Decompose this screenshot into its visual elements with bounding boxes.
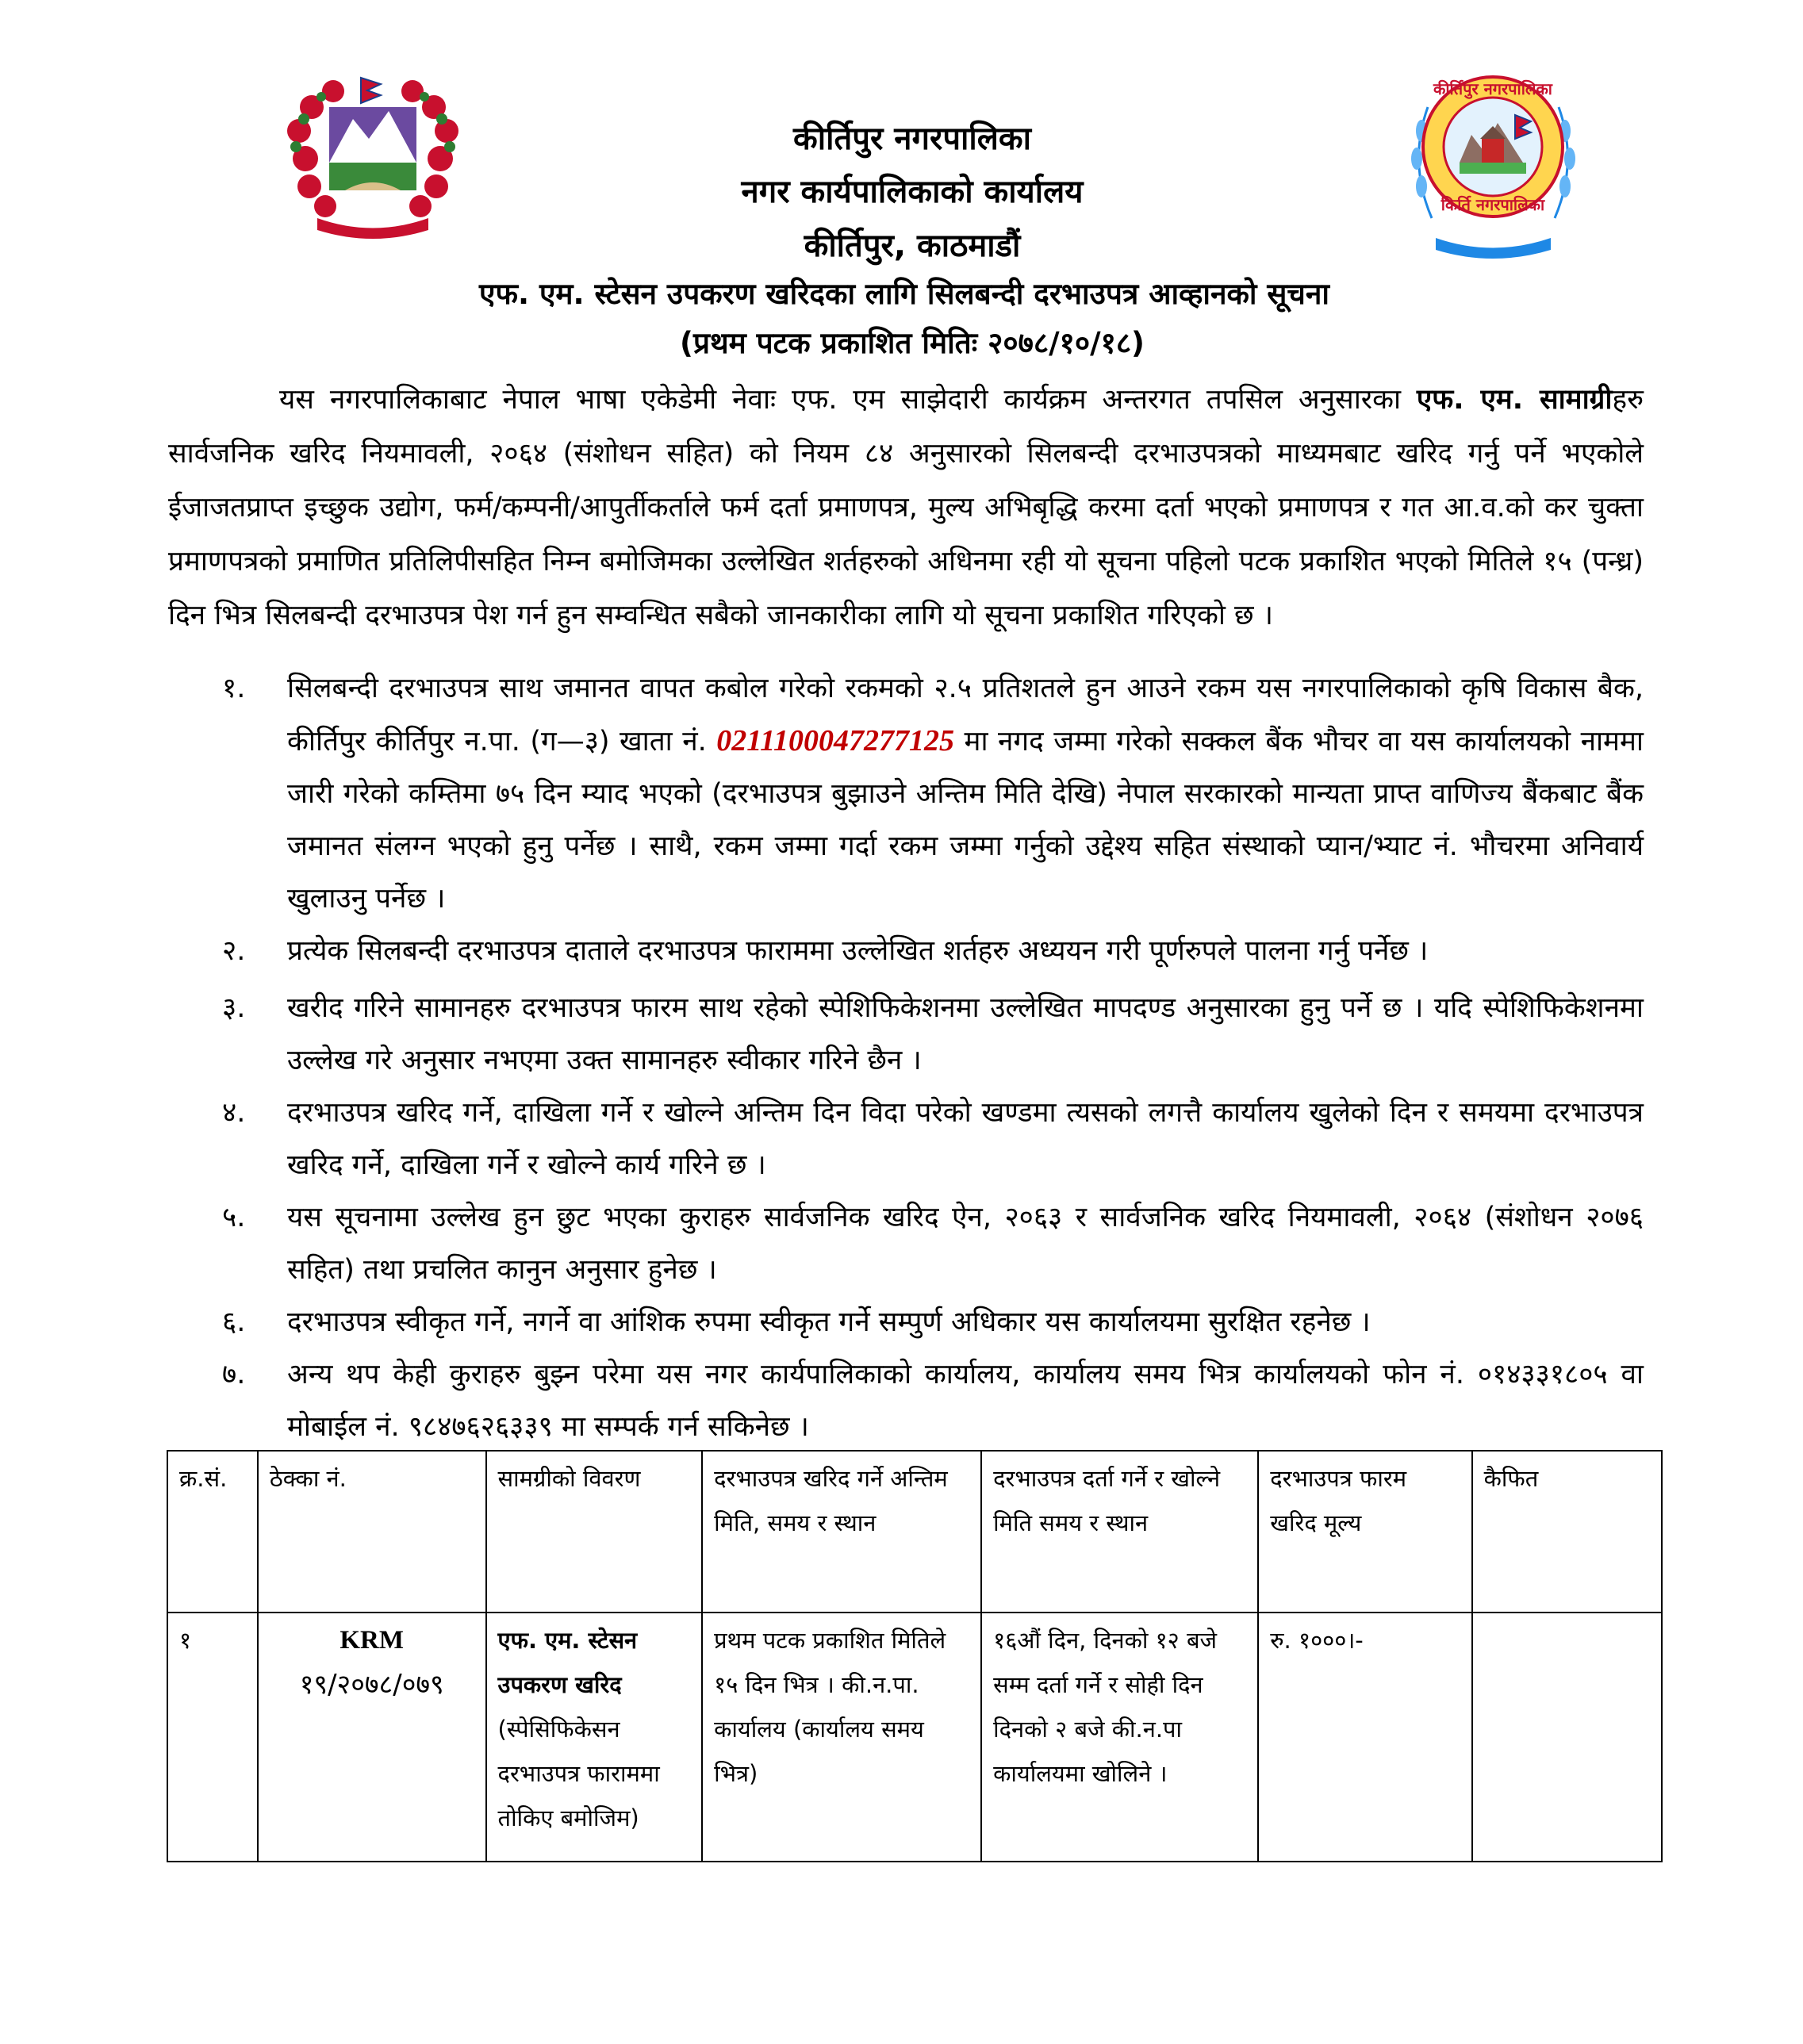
logo-top-text: कीर्तिपुर नगरपालिका — [1433, 79, 1552, 98]
list-item — [168, 925, 1644, 977]
list-item — [168, 1087, 1644, 1191]
item-name: एफ. एम. स्टेसन उपकरण खरिद — [497, 1627, 638, 1698]
cell-sn: १ — [167, 1613, 258, 1862]
item-note: (स्पेसिफिकेसन दरभाउपत्र फाराममा तोकिए बमोजिम) — [497, 1716, 660, 1831]
header-registration-opening: दरभाउपत्र दर्ता गर्ने र खोल्ने मिति समय र स्थान — [981, 1451, 1258, 1613]
header-sn: क्र.सं. — [167, 1451, 258, 1613]
cell-form-price: रु. १०००।- — [1258, 1613, 1471, 1862]
item-text: दरभाउपत्र स्वीकृत गर्ने, नगर्ने वा आंशिक रुपमा स्वीकृत गर्ने सम्पुर्ण अधिकार यस कार्यालयमा सुरक्षित रहनेछ । — [287, 1306, 1371, 1338]
item-text: मा नगद जम्मा गरेको सक्कल बैंक भौचर वा यस कार्यालयको नाममा जारी गरेको कम्तिमा ७५ दिन म्याद भएको (दरभाउपत्र बुझाउने अन्तिम मिति देखि) नेपाल सरकारको मान्यता प्राप्त वाणिज्य बैंकबाट बैंक जमानत संलग्न भएको हुनु पर्नेछ । साथै, रकम जम्मा गर्दा रकम जम्मा गर्नुको उद्देश्य सहित संस्थाको प्यान/भ्याट नं. भौचरमा अनिवार्य खुलाउनु पर्नेछ । — [287, 726, 1644, 915]
item-number: १. — [222, 673, 246, 704]
cell-registration-opening: १६औं दिन, दिनको १२ बजे सम्म दर्ता गर्ने र सोही दिन दिनको २ बजे की.न.पा कार्यालयमा खोलिने । — [981, 1613, 1258, 1862]
cell-contract-no — [258, 1613, 486, 1862]
intro-bold: एफ. एम. सामाग्री — [1416, 384, 1613, 416]
intro-text-1: यस नगरपालिकाबाट नेपाल भाषा एकेडेमी नेवाः एफ. एम साझेदारी कार्यक्रम अन्तरगत तपसिल अनुसारका — [279, 384, 1417, 416]
conditions-list — [168, 662, 1644, 1453]
intro-text-2: हरु सार्वजनिक खरिद नियमावली, २०६४ (संशोधन सहित) को नियम ८४ अनुसारको सिलबन्दी दरभाउपत्रको माध्यमबाट खरिद गर्नु पर्ने भएकोले ईजाजतप्राप्त इच्छुक उद्योग, फर्म/कम्पनी/आपुर्तीकर्ताले फर्म दर्ता प्रमाणपत्र, मुल्य अभिबृद्धि करमा दर्ता भएको प्रमाणपत्र र गत आ.व.को कर चुक्ता प्रमाणपत्रको प्रमाणित प्रतिलिपीसहित निम्न बमोजिमका उल्लेखित शर्तहरुको अधिनमा रही यो सूचना पहिलो पटक प्रकाशित भएको मितिले १५ (पन्ध्र) दिन भित्र सिलबन्दी दरभाउपत्र पेश गर्न हुन सम्वन्धित सबैको जानकारीका लागि यो सूचना प्रकाशित गरिएको छ । — [168, 384, 1644, 631]
header-item-description: सामग्रीको विवरण — [486, 1451, 703, 1613]
contract-number: १९/२०७८/०७९ — [299, 1669, 444, 1701]
header-remarks: कैफित — [1472, 1451, 1662, 1613]
list-item — [168, 982, 1644, 1087]
logo-bottom-text: किर्ति नगरपालिका — [1440, 195, 1545, 214]
item-text: यस सूचनामा उल्लेख हुन छुट भएका कुराहरु सार्वजनिक खरिद ऐन, २०६३ र सार्वजनिक खरिद नियमावली, २०६४ (संशोधन २०७६ सहित) तथा प्रचलित कानुन अनुसार हुनेछ । — [287, 1202, 1644, 1286]
kirtipur-municipality-logo-icon — [1404, 59, 1582, 266]
table-row — [167, 1613, 1662, 1862]
contract-code: KRM — [340, 1626, 405, 1655]
list-item — [168, 1348, 1644, 1453]
notice-title: एफ. एम. स्टेसन उपकरण खरिदका लागि सिलबन्दी दरभाउपत्र आव्हानको सूचना — [479, 277, 1329, 311]
item-number: ४. — [222, 1097, 246, 1129]
intro-paragraph — [168, 373, 1644, 642]
cell-remarks — [1472, 1613, 1662, 1862]
table-header-row — [167, 1451, 1662, 1613]
list-item — [168, 1296, 1644, 1348]
item-number: ७. — [222, 1359, 246, 1390]
office-name: नगर कार्यपालिकाको कार्यालय — [741, 174, 1084, 210]
item-number: ३. — [222, 992, 246, 1024]
cell-purchase-deadline: प्रथम पटक प्रकाशित मितिले १५ दिन भित्र । की.न.पा. कार्यालय (कार्यालय समय भित्र) — [702, 1613, 981, 1862]
list-item — [168, 662, 1644, 925]
header-contract-no: ठेक्का नं. — [258, 1451, 486, 1613]
tender-table — [167, 1450, 1663, 1862]
bank-account-number: 0211100047277125 — [716, 724, 955, 757]
item-number: ६. — [222, 1306, 246, 1338]
list-item — [168, 1191, 1644, 1296]
header-form-price: दरभाउपत्र फारम खरिद मूल्य — [1258, 1451, 1471, 1613]
item-text: प्रत्येक सिलबन्दी दरभाउपत्र दाताले दरभाउपत्र फाराममा उल्लेखित शर्तहरु अध्ययन गरी पूर्णरुपले पालना गर्नु पर्नेछ । — [287, 935, 1429, 967]
item-number: ५. — [222, 1202, 246, 1233]
municipality-name: कीर्तिपुर नगरपालिका — [793, 121, 1031, 157]
item-number: २. — [222, 935, 246, 967]
office-location: कीर्तिपुर, काठमाडौं — [804, 228, 1021, 264]
item-text: अन्य थप केही कुराहरु बुझ्न परेमा यस नगर कार्यपालिकाको कार्यालय, कार्यालय समय भित्र कार्यालयको फोन नं. ०१४३३१८०५ वा मोबाईल नं. ९८४७६२६३३९ मा सम्पर्क गर्न सकिनेछ । — [287, 1359, 1644, 1443]
publish-date: (प्रथम पटक प्रकाशित मितिः २०७८/१०/१८) — [680, 326, 1145, 360]
item-text: खरीद गरिने सामानहरु दरभाउपत्र फारम साथ रहेको स्पेशिफिकेशनमा उल्लेखित मापदण्ड अनुसारका हुनु पर्ने छ । यदि स्पेशिफिकेशनमा उल्लेख गरे अनुसार नभएमा उक्त सामानहरु स्वीकार गरिने छैन । — [287, 992, 1644, 1076]
cell-item-description — [486, 1613, 703, 1862]
item-text: सिलबन्दी दरभाउपत्र साथ जमानत वापत कबोल गरेको रकमको २.५ प्रतिशतले हुन आउने रकम यस नगरपालिकाको कृषि विकास बैक, कीर्तिपुर कीर्तिपुर न.पा. (ग—३) खाता नं. — [287, 673, 1644, 757]
item-text: दरभाउपत्र खरिद गर्ने, दाखिला गर्ने र खोल्ने अन्तिम दिन विदा परेको खण्डमा त्यसको लगत्तै कार्यालय खुलेको दिन र समयमा दरभाउपत्र खरिद गर्ने, दाखिला गर्ने र खोल्ने कार्य गरिने छ । — [287, 1097, 1644, 1181]
header-purchase-deadline: दरभाउपत्र खरिद गर्ने अन्तिम मिति, समय र स्थान — [702, 1451, 981, 1613]
